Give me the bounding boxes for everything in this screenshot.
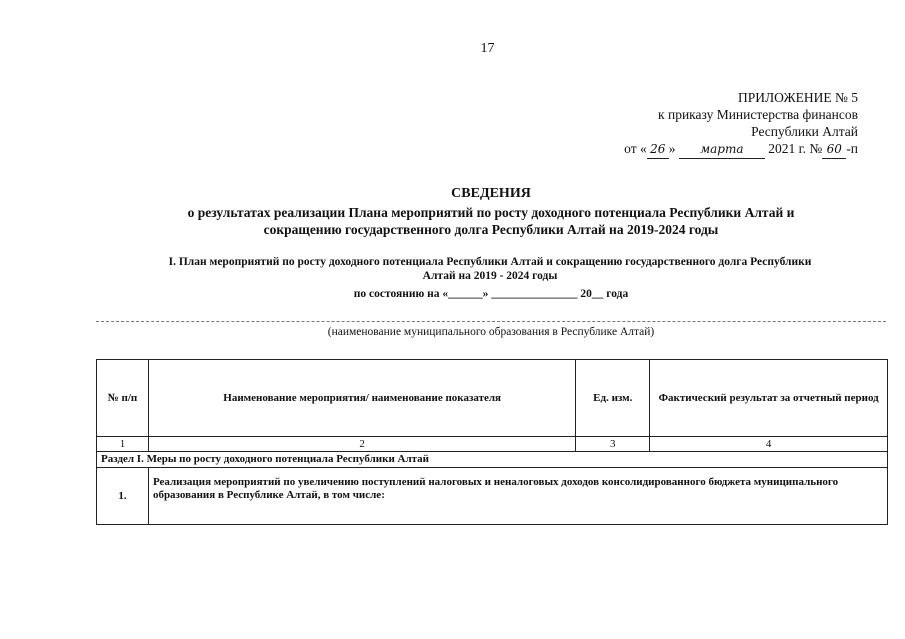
date-day-handwritten: 26 — [647, 141, 669, 159]
appendix-line-1: к приказу Министерства финансов — [658, 107, 858, 122]
header-cell-unit: Ед. изм. — [576, 360, 650, 437]
subtitle-line-1: о результатах реализации Плана мероприятий по росту доходного потенциала Республики Алтай и — [187, 205, 795, 220]
section-row-cell: Раздел I. Меры по росту доходного потенциала Республики Алтай — [97, 452, 888, 468]
date-month-handwritten: марта — [679, 141, 765, 159]
report-table — [96, 359, 888, 525]
order-number-handwritten: 60 — [822, 141, 846, 159]
section-heading — [110, 255, 870, 283]
column-number-cell: 3 — [576, 437, 650, 452]
header-cell-result: Фактический результат за отчетный период — [650, 360, 888, 437]
appendix-date-line — [560, 140, 858, 159]
table-header-row — [97, 360, 888, 437]
column-number-cell: 1 — [97, 437, 149, 452]
column-number-row — [97, 437, 888, 452]
document-title: СВЕДЕНИЯ — [451, 186, 531, 201]
as-of-date-line: по состоянию на «______» _______________ 20__ года — [353, 288, 629, 300]
order-suffix: -п — [846, 141, 858, 156]
column-number-cell: 2 — [148, 437, 575, 452]
section-heading-line-1: I. План мероприятий по росту доходного потенциала Республики Алтай и сокращению государственного долга Республики — [168, 256, 812, 268]
appendix-line-2: Республики Алтай — [751, 124, 858, 139]
page-number: 17 — [480, 41, 495, 56]
header-cell-name: Наименование мероприятия/ наименование показателя — [148, 360, 575, 437]
document-subtitle — [96, 204, 886, 238]
municipality-fill-line — [96, 321, 886, 322]
header-cell-number: № п/п — [97, 360, 149, 437]
table-row — [97, 468, 888, 525]
appendix-title: ПРИЛОЖЕНИЕ № 5 — [737, 90, 858, 105]
subtitle-line-2: сокращению государственного долга Республики Алтай на 2019-2024 годы — [263, 222, 719, 237]
section-heading-line-2: Алтай на 2019 - 2024 годы — [422, 270, 558, 282]
municipality-caption: (наименование муниципального образования в Республике Алтай) — [327, 326, 655, 338]
section-row — [97, 452, 888, 468]
row-number-cell: 1. — [97, 468, 149, 525]
appendix-block — [560, 89, 858, 159]
date-year: 2021 г. № — [768, 141, 823, 156]
date-mid: » — [668, 141, 676, 156]
column-number-cell: 4 — [650, 437, 888, 452]
date-prefix: от « — [624, 141, 647, 156]
row-description-cell: Реализация мероприятий по увеличению поступлений налоговых и неналоговых доходов консолидированного бюджета муниципального образования в Республике Алтай, в том числе: — [148, 468, 887, 525]
